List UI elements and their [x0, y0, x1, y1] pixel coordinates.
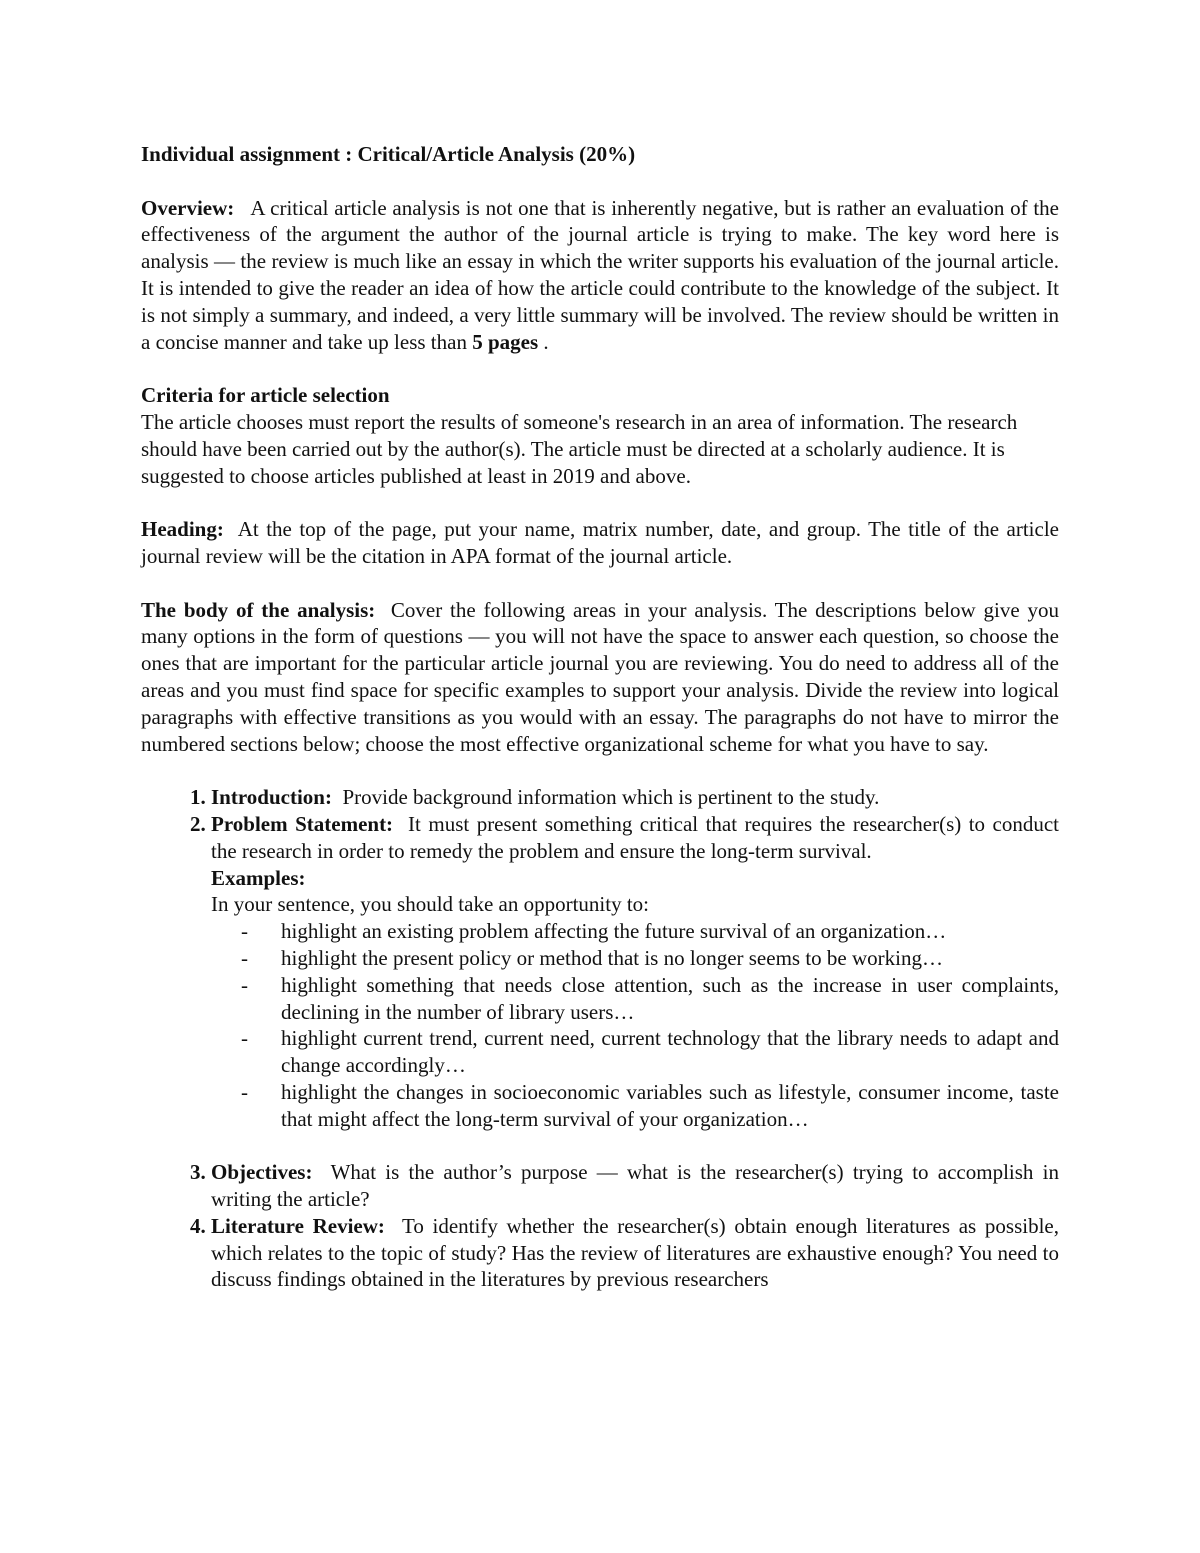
- introduction-text: Provide background information which is pertinent to the study.: [342, 785, 880, 810]
- list-item-problem-statement: [211, 811, 1059, 1159]
- overview-label: Overview:: [141, 195, 235, 220]
- overview-paragraph: [141, 195, 1059, 356]
- literature-review-text: To identify whether the researcher(s) obtain enough literatures as possible, which relates to the topic of study? Has the review of literatures are exhaustive enough? You need to discuss findings obtained in the literatures by previous researchers: [211, 1213, 1059, 1292]
- examples-label: Examples:: [211, 865, 306, 890]
- list-item-literature-review: [211, 1213, 1059, 1293]
- list-item: - highlight something that needs close attention, such as the increase in user complaints, declining in the number of library users…: [281, 972, 1059, 1026]
- page-title: Individual assignment : Critical/Article Analysis (20%): [141, 142, 636, 166]
- criteria-text: The article chooses must report the results of someone's research in an area of information. The research should have been carried out by the author(s). The article must be directed at a scholarly audience. It is suggested to choose articles published at least in 2019 and above.: [141, 409, 1018, 488]
- areas-list: [141, 784, 1059, 1293]
- heading-label: Heading:: [141, 517, 224, 542]
- list-item-introduction: [211, 784, 1059, 811]
- list-item: - highlight the present policy or method that is no longer seems to be working…: [281, 945, 1059, 972]
- overview-pages: 5 pages: [472, 329, 539, 354]
- objectives-text: What is the author’s purpose — what is the researcher(s) trying to accomplish in writing the article?: [211, 1160, 1059, 1212]
- list-item: - highlight the changes in socioeconomic variables such as lifestyle, consumer income, taste that might affect the long-term survival of your organization…: [281, 1079, 1059, 1133]
- document-page: [141, 141, 1059, 1293]
- body-text: Cover the following areas in your analysis. The descriptions below give you many options in the form of questions — you will not have the space to answer each question, so choose the ones that are important for the particular article journal you are reviewing. You do need to address all of the areas and you must find space for specific examples to support your analysis. Divide the review into logical paragraphs with effective transitions as you would with an essay. The paragraphs do not have to mirror the numbered sections below; choose the most effective organizational scheme for what you have to say.: [141, 597, 1059, 756]
- overview-end: .: [538, 329, 549, 354]
- examples-lead: In your sentence, you should take an opportunity to:: [211, 892, 649, 917]
- body-paragraph: [141, 597, 1059, 758]
- overview-text: A critical article analysis is not one that is inherently negative, but is rather an evaluation of the effectiveness of the argument the author of the journal article is trying to make. The key word here is analysis — the review is much like an essay in which the writer supports his evaluation of the journal article. It is intended to give the reader an idea of how the article could contribute to the knowledge of the subject. It is not simply a summary, and indeed, a very little summary will be involved. The review should be written in a concise manner and take up less than: [141, 195, 1059, 354]
- list-item: - highlight an existing problem affecting the future survival of an organization…: [281, 918, 1059, 945]
- body-label: The body of the analysis:: [141, 597, 376, 622]
- problem-statement-label: Problem Statement:: [211, 811, 394, 836]
- literature-review-label: Literature Review:: [211, 1213, 385, 1238]
- list-item-objectives: [211, 1159, 1059, 1213]
- objectives-label: Objectives:: [211, 1160, 313, 1185]
- heading-text: At the top of the page, put your name, matrix number, date, and group. The title of the article journal review will be the citation in APA format of the journal article.: [141, 517, 1059, 568]
- heading-paragraph: [141, 516, 1059, 570]
- problem-statement-text: It must present something critical that requires the researcher(s) to conduct the research in order to remedy the problem and ensure the long-term survival.: [211, 811, 1060, 863]
- list-item: - highlight current trend, current need, current technology that the library needs to adapt and change accordingly…: [281, 1025, 1059, 1079]
- criteria-heading: Criteria for article selection: [141, 383, 390, 408]
- introduction-label: Introduction:: [211, 785, 332, 810]
- examples-list: [211, 918, 1059, 1132]
